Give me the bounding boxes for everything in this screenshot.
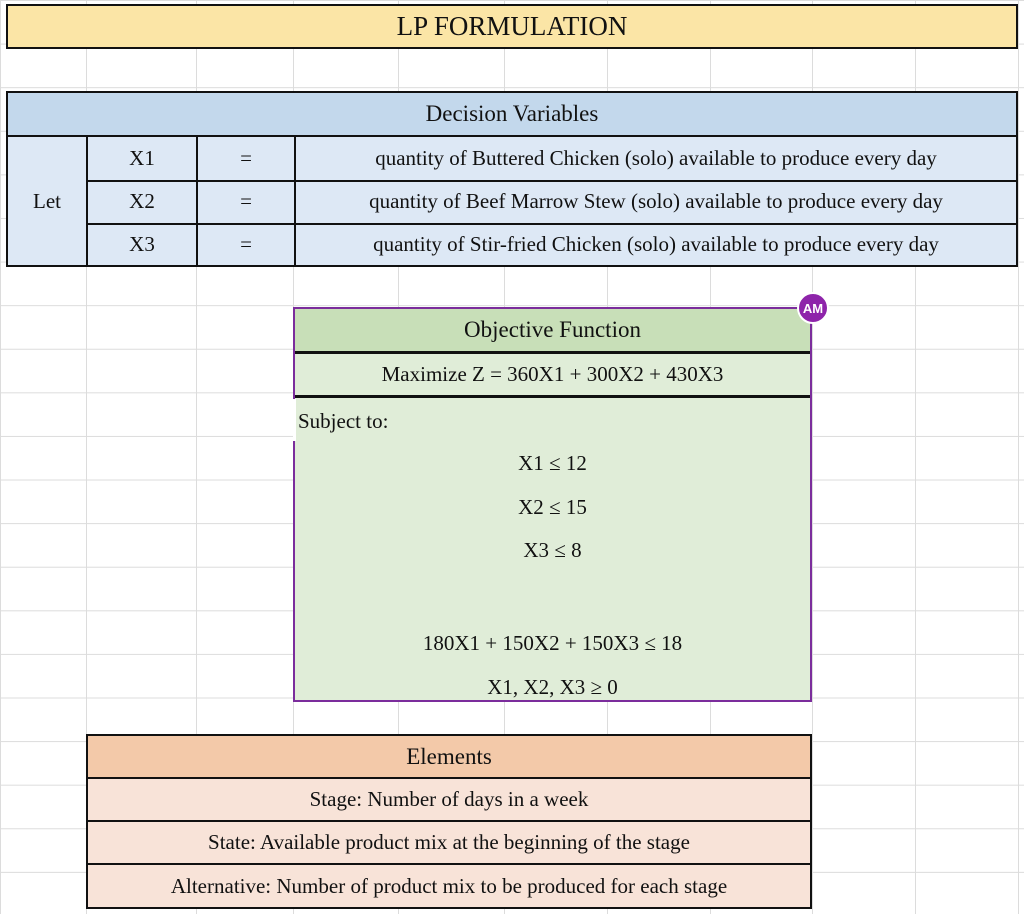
constraint[interactable]: X1 ≤ 12: [518, 450, 587, 475]
table-row: [88, 180, 1016, 225]
objective-function-formula[interactable]: Maximize Z = 360X1 + 300X2 + 430X3: [295, 354, 810, 398]
let-cell[interactable]: Let: [8, 137, 88, 265]
table-row: [88, 137, 1016, 182]
equals-cell[interactable]: =: [198, 137, 296, 180]
subject-to-label[interactable]: Subject to:: [298, 408, 389, 433]
grid-line: [1018, 0, 1019, 914]
elements-row-alternative[interactable]: Alternative: Number of product mix to be produced for each stage: [170, 874, 728, 898]
elements-table: [86, 734, 812, 909]
constraint[interactable]: X1, X2, X3 ≥ 0: [487, 674, 618, 699]
collaborator-avatar[interactable]: AM: [797, 292, 829, 324]
objective-function-header[interactable]: Objective Function: [295, 309, 810, 354]
constraint[interactable]: X2 ≤ 15: [518, 494, 587, 519]
equals-cell[interactable]: =: [198, 223, 296, 266]
decision-variables-table: [6, 91, 1018, 267]
description-cell[interactable]: quantity of Beef Marrow Stew (solo) available to produce every day: [369, 189, 943, 213]
elements-row-state[interactable]: State: Available product mix at the beginning of the stage: [88, 822, 810, 865]
description-cell[interactable]: quantity of Buttered Chicken (solo) available to produce every day: [375, 146, 937, 170]
variable-cell[interactable]: X3: [88, 223, 198, 266]
variable-cell[interactable]: X1: [88, 137, 198, 180]
constraint[interactable]: 180X1 + 150X2 + 150X3 ≤ 18: [422, 630, 683, 655]
page-title: LP FORMULATION: [396, 11, 628, 41]
table-row: [88, 223, 1016, 266]
variable-cell[interactable]: X2: [88, 180, 198, 223]
decision-variables-header[interactable]: Decision Variables: [8, 93, 1016, 137]
constraint[interactable]: X3 ≤ 8: [523, 537, 582, 562]
elements-header[interactable]: Elements: [88, 736, 810, 779]
elements-row-stage[interactable]: Stage: Number of days in a week: [88, 779, 810, 822]
description-cell[interactable]: quantity of Stir-fried Chicken (solo) available to produce every day: [373, 232, 939, 256]
title-bar[interactable]: [6, 4, 1018, 49]
objective-function-box[interactable]: [293, 307, 812, 702]
equals-cell[interactable]: =: [198, 180, 296, 223]
